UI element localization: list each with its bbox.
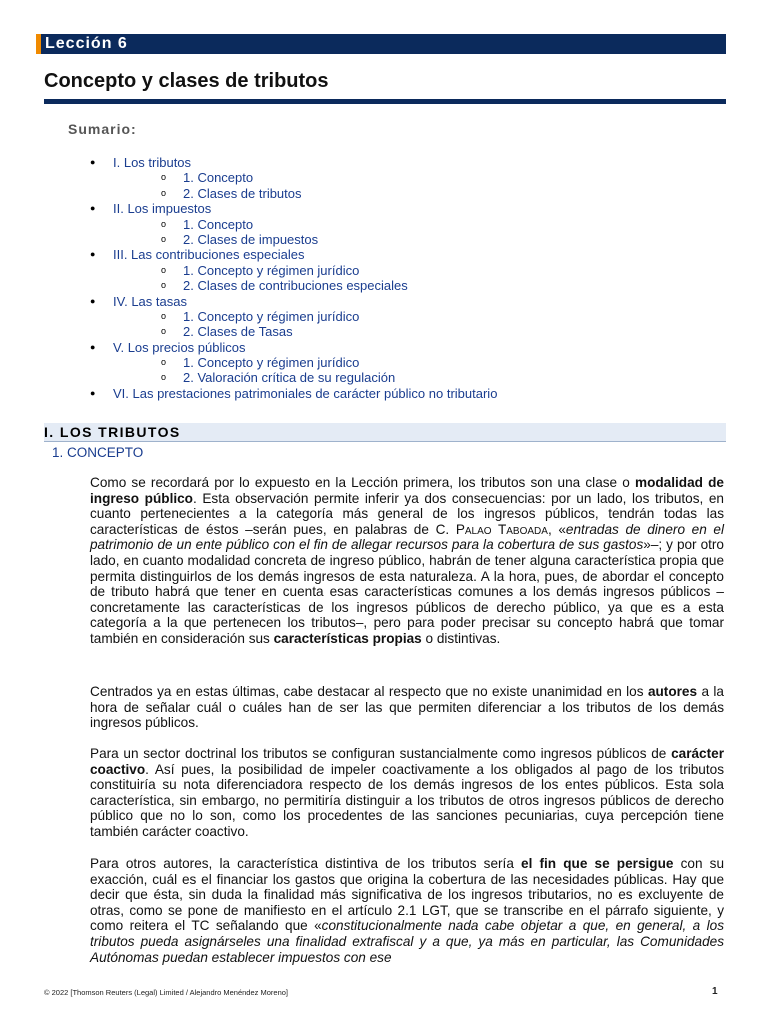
paragraph-2 (90, 684, 724, 731)
circle-bullet-icon: o (161, 233, 167, 244)
summary-link[interactable]: 2. Clases de impuestos (183, 231, 319, 247)
p1-quote: entradas de dinero en el patrimonio de un ente público con el fin de allegar recursos para la cobertura de sus gastos (90, 521, 724, 553)
summary-item[interactable] (0, 340, 768, 355)
summary-subitem[interactable] (0, 370, 768, 385)
p1-author: Palao Taboada (455, 521, 548, 537)
bullet-icon: ● (90, 157, 96, 167)
p4-text: con su exacción, cuál es el financiar los gastos que origina la cobertura de las necesidades públicas. Hay que decir que ésta, sin duda la finalidad más significativa de los ingresos tributarios, no es excluyente de otras, como se pone de manifiesto en el artículo 2.1 LGT, que se transcribe en el párrafo siguiente, y como reitera el TC señalando que « (90, 856, 724, 934)
summary-link[interactable]: 1. Concepto (183, 216, 254, 232)
summary-subitem[interactable] (0, 278, 768, 293)
p3-text: . Así pues, la posibilidad de impeler coactivamente a los obligados al pago de los tributos constituiría su nota diferenciadora respecto de los demás ingresos de los entes públicos. Esta sola característica, sin embargo, no permitiría distinguir a los tributos de otros ingresos públicos de derecho público que no lo son, como los procedentes de las sanciones pecuniarias, cuya percepción tiene también carácter coactivo. (90, 761, 724, 839)
section-heading-bar (44, 423, 726, 442)
summary-subitem[interactable] (0, 263, 768, 278)
summary-subitem[interactable] (0, 217, 768, 232)
summary-item[interactable] (0, 155, 768, 170)
p1-bold-term: modalidad de ingreso público (90, 475, 724, 506)
bullet-icon: ● (90, 387, 96, 398)
lesson-label: Lección 6 (45, 35, 128, 52)
summary-subitem[interactable] (0, 309, 768, 324)
summary-link[interactable]: 1. Concepto y régimen jurídico (183, 262, 360, 278)
summary-subitem[interactable] (0, 324, 768, 339)
summary-item[interactable] (0, 247, 768, 262)
summary-link[interactable]: 2. Clases de Tasas (183, 324, 293, 340)
summary-link[interactable]: VI. Las prestaciones patrimoniales de carácter público no tributario (113, 385, 498, 401)
p4-quote: constitucionalmente nada cabe objetar a que, en general, a los tributos pueda asignárseles una finalidad extrafiscal y a que, ya más en particular, las Comunidades Autónomas puedan establecer impuestos con ese (90, 918, 724, 965)
summary-link[interactable]: V. Los precios públicos (113, 339, 246, 355)
circle-bullet-icon: o (161, 326, 167, 337)
summary-link[interactable]: II. Los impuestos (113, 201, 212, 217)
summary-link[interactable]: IV. Las tasas (113, 293, 187, 309)
circle-bullet-icon: o (161, 280, 167, 291)
page-title: Concepto y clases de tributos (44, 70, 329, 92)
summary-link[interactable]: 2. Valoración crítica de su regulación (183, 370, 396, 386)
summary-subitem[interactable] (0, 170, 768, 185)
circle-bullet-icon: o (161, 187, 167, 198)
summary-subitem[interactable] (0, 355, 768, 370)
p2-text: Centrados ya en estas últimas, cabe destacar al respecto que no existe unanimidad en los (90, 684, 648, 699)
summary-link[interactable]: III. Las contribuciones especiales (113, 247, 305, 263)
circle-bullet-icon: o (161, 357, 167, 368)
p1-text: »–; y por otro lado, en cuanto modalidad concreta de ingreso público, habrán de tener alguna característica propia que permita distinguirlos de los demás ingresos de esta naturaleza. A la hora, pues, de abordar el concepto de tributo habrá que tener en cuenta esas características comunes a los demás ingresos públicos –concretamente las características de los ingresos públicos de derecho público, ya que es a esta categoría a la que pertenecen los tributos–, pero para poder precisar su concepto habrá que tomar también en consideración sus (90, 537, 724, 646)
summary-item[interactable] (0, 294, 768, 309)
p3-bold-term: carácter coactivo (90, 746, 724, 777)
summary-item[interactable] (0, 386, 768, 401)
p1-text: o distintivas. (421, 630, 501, 646)
summary-heading: Sumario: (68, 121, 137, 137)
paragraph-3 (90, 746, 724, 840)
page-number: 1 (712, 986, 718, 997)
bullet-icon: ● (90, 341, 96, 352)
p1-bold-term: características propias (273, 630, 422, 646)
title-divider (44, 99, 726, 104)
summary-list (0, 155, 768, 401)
circle-bullet-icon: o (161, 172, 167, 183)
circle-bullet-icon: o (161, 264, 167, 275)
p4-bold-term: el fin que se persigue (521, 856, 674, 871)
bullet-icon: ● (90, 249, 96, 260)
summary-link[interactable]: 1. Concepto (183, 170, 254, 186)
paragraph-1 (90, 475, 724, 647)
p1-text: , « (547, 521, 566, 537)
summary-link[interactable]: I. Los tributos (113, 155, 192, 170)
summary-subitem[interactable] (0, 232, 768, 247)
lesson-header-bar (36, 34, 726, 54)
summary-link[interactable]: 1. Concepto y régimen jurídico (183, 308, 360, 324)
circle-bullet-icon: o (161, 218, 167, 229)
summary-link[interactable]: 1. Concepto y régimen jurídico (183, 355, 360, 371)
p3-text: Para un sector doctrinal los tributos se configuran sustancialmente como ingresos públicos de (90, 746, 672, 761)
bullet-icon: ● (90, 203, 96, 214)
summary-item[interactable] (0, 201, 768, 216)
section-heading: I. LOS TRIBUTOS (44, 424, 181, 440)
summary-link[interactable]: 2. Clases de tributos (183, 185, 302, 201)
footer-copyright: © 2022 [Thomson Reuters (Legal) Limited / Alejandro Menéndez Moreno] (44, 988, 288, 997)
paragraph-4 (90, 856, 724, 965)
p2-text: a la hora de señalar cuál o cuáles han de ser las que permiten diferenciar a los tributos de los demás ingresos públicos. (90, 684, 724, 731)
bullet-icon: ● (90, 295, 96, 306)
p1-text: . Esta observación permite inferir ya dos consecuencias: por un lado, los tributos, en cuanto pertenecientes a la categoría más general de los ingresos públicos, tendrán todas las características de éstos –serán pues, en palabras de C. (90, 490, 724, 537)
p1-text: Como se recordará por lo expuesto en la Lección primera, los tributos son una clase o (90, 475, 635, 490)
p2-bold-term: autores (647, 684, 698, 699)
p4-text: Para otros autores, la característica distintiva de los tributos sería (90, 856, 522, 871)
circle-bullet-icon: o (161, 372, 167, 383)
summary-subitem[interactable] (0, 186, 768, 201)
subsection-heading: 1. CONCEPTO (52, 445, 144, 460)
circle-bullet-icon: o (161, 310, 167, 321)
summary-link[interactable]: 2. Clases de contribuciones especiales (183, 278, 408, 294)
